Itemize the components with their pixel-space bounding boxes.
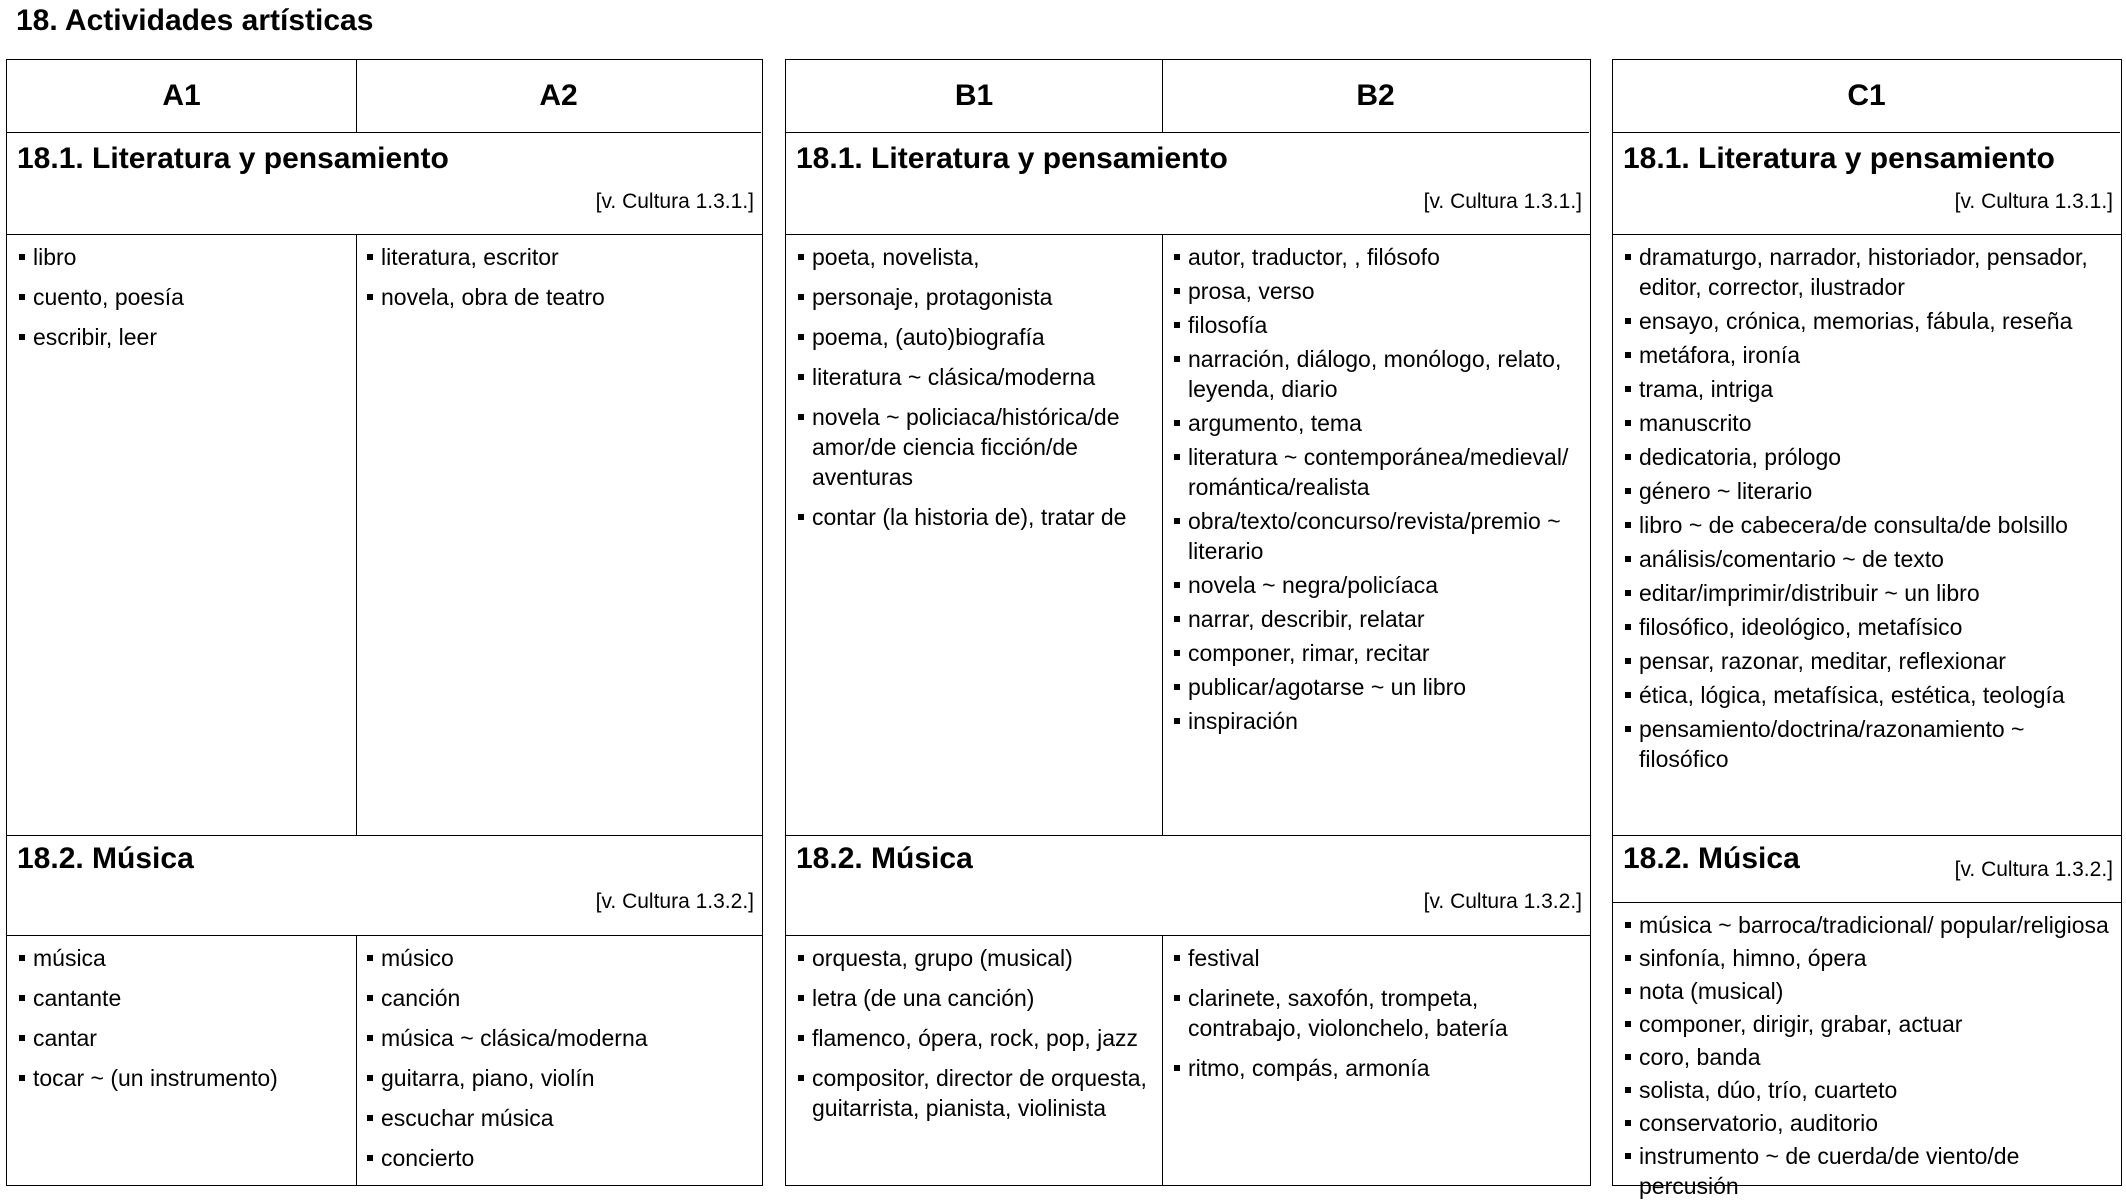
cross-reference: [v. Cultura 1.3.1.]: [1954, 190, 2113, 213]
list-item: libro ~ de cabecera/de consulta/de bolsillo: [1623, 510, 2113, 540]
list-item: sinfonía, himno, ópera: [1623, 943, 2113, 973]
list-item: escribir, leer: [17, 322, 347, 352]
panel-c1: [1612, 59, 2122, 1199]
list-item: prosa, verso: [1172, 276, 1582, 306]
section-title-musica: 18.2. Música: [1623, 842, 1800, 875]
list-item: compositor, director de orquesta, guitarrista, pianista, violinista: [796, 1063, 1151, 1123]
list-b2-musica: [1172, 943, 1582, 1093]
section-title-literatura: 18.1. Literatura y pensamiento: [1623, 142, 2055, 175]
list-item: poeta, novelista,: [796, 242, 1151, 272]
list-item: obra/texto/concurso/revista/premio ~ literario: [1172, 506, 1582, 566]
column-header-b1: B1: [786, 60, 1162, 133]
list-item: instrumento ~ de cuerda/de viento/de percusión: [1623, 1141, 2113, 1201]
list-item: ritmo, compás, armonía: [1172, 1053, 1582, 1083]
list-item: canción: [365, 983, 755, 1013]
list-item: género ~ literario: [1623, 476, 2113, 506]
list-item: guitarra, piano, violín: [365, 1063, 755, 1093]
list-c1-musica: [1623, 910, 2113, 1204]
list-item: editar/imprimir/distribuir ~ un libro: [1623, 578, 2113, 608]
list-item: publicar/agotarse ~ un libro: [1172, 672, 1582, 702]
list-item: contar (la historia de), tratar de: [796, 502, 1151, 532]
list-b1-musica: [796, 943, 1151, 1133]
list-item: argumento, tema: [1172, 408, 1582, 438]
section-title-literatura: 18.1. Literatura y pensamiento: [796, 142, 1228, 175]
section-title-musica: 18.2. Música: [17, 842, 194, 875]
list-a2-musica: [365, 943, 755, 1183]
list-item: componer, dirigir, grabar, actuar: [1623, 1009, 2113, 1039]
section-title-musica: 18.2. Música: [796, 842, 973, 875]
list-item: cuento, poesía: [17, 282, 347, 312]
list-item: novela, obra de teatro: [365, 282, 755, 312]
list-item: dedicatoria, prólogo: [1623, 442, 2113, 472]
column-header-a2: A2: [356, 60, 761, 133]
list-item: novela ~ policiaca/histórica/de amor/de ciencia ficción/de aventuras: [796, 402, 1151, 492]
list-item: orquesta, grupo (musical): [796, 943, 1151, 973]
panel-b1-b2: [785, 59, 1591, 1186]
list-item: literatura, escritor: [365, 242, 755, 272]
section-title-literatura: 18.1. Literatura y pensamiento: [17, 142, 449, 175]
list-item: literatura ~ contemporánea/medieval/ romántica/realista: [1172, 442, 1582, 502]
list-item: nota (musical): [1623, 976, 2113, 1006]
list-item: concierto: [365, 1143, 755, 1173]
list-item: música ~ clásica/moderna: [365, 1023, 755, 1053]
list-item: músico: [365, 943, 755, 973]
list-item: poema, (auto)biografía: [796, 322, 1151, 352]
list-a2-literatura: [365, 242, 755, 322]
list-a1-musica: [17, 943, 347, 1103]
list-b2-literatura: [1172, 242, 1582, 740]
list-item: narrar, describir, relatar: [1172, 604, 1582, 634]
list-c1-literatura: [1623, 242, 2113, 778]
list-item: conservatorio, auditorio: [1623, 1108, 2113, 1138]
column-header-c1: C1: [1613, 60, 2120, 133]
list-item: metáfora, ironía: [1623, 340, 2113, 370]
list-item: análisis/comentario ~ de texto: [1623, 544, 2113, 574]
list-item: ética, lógica, metafísica, estética, teología: [1623, 680, 2113, 710]
cross-reference: [v. Cultura 1.3.1.]: [595, 190, 754, 213]
cross-reference: [v. Cultura 1.3.1.]: [1423, 190, 1582, 213]
list-item: trama, intriga: [1623, 374, 2113, 404]
list-item: cantar: [17, 1023, 347, 1053]
list-item: autor, traductor, , filósofo: [1172, 242, 1582, 272]
list-b1-literatura: [796, 242, 1151, 542]
list-item: ensayo, crónica, memorias, fábula, reseña: [1623, 306, 2113, 336]
list-item: filosofía: [1172, 310, 1582, 340]
list-item: pensar, razonar, meditar, reflexionar: [1623, 646, 2113, 676]
list-item: flamenco, ópera, rock, pop, jazz: [796, 1023, 1151, 1053]
cross-reference: [v. Cultura 1.3.2.]: [1423, 890, 1582, 913]
list-item: música: [17, 943, 347, 973]
list-item: tocar ~ (un instrumento): [17, 1063, 347, 1093]
column-header-a1: A1: [7, 60, 356, 133]
list-item: dramaturgo, narrador, historiador, pensador, editor, corrector, ilustrador: [1623, 242, 2113, 302]
list-a1-literatura: [17, 242, 347, 362]
list-item: novela ~ negra/policíaca: [1172, 570, 1582, 600]
list-item: solista, dúo, trío, cuarteto: [1623, 1075, 2113, 1105]
list-item: festival: [1172, 943, 1582, 973]
list-item: libro: [17, 242, 347, 272]
list-item: clarinete, saxofón, trompeta, contrabajo, violonchelo, batería: [1172, 983, 1582, 1043]
column-header-b2: B2: [1162, 60, 1589, 133]
list-item: componer, rimar, recitar: [1172, 638, 1582, 668]
list-item: pensamiento/doctrina/razonamiento ~ filosófico: [1623, 714, 2113, 774]
list-item: manuscrito: [1623, 408, 2113, 438]
list-item: narración, diálogo, monólogo, relato, leyenda, diario: [1172, 344, 1582, 404]
list-item: inspiración: [1172, 706, 1582, 736]
list-item: música ~ barroca/tradicional/ popular/religiosa: [1623, 910, 2113, 940]
cross-reference: [v. Cultura 1.3.2.]: [595, 890, 754, 913]
cross-reference: [v. Cultura 1.3.2.]: [1954, 858, 2113, 881]
page-title: 18. Actividades artísticas: [16, 4, 374, 37]
list-item: cantante: [17, 983, 347, 1013]
list-item: personaje, protagonista: [796, 282, 1151, 312]
list-item: filosófico, ideológico, metafísico: [1623, 612, 2113, 642]
list-item: letra (de una canción): [796, 983, 1151, 1013]
list-item: coro, banda: [1623, 1042, 2113, 1072]
list-item: escuchar música: [365, 1103, 755, 1133]
list-item: literatura ~ clásica/moderna: [796, 362, 1151, 392]
panel-a1-a2: [6, 59, 763, 1186]
